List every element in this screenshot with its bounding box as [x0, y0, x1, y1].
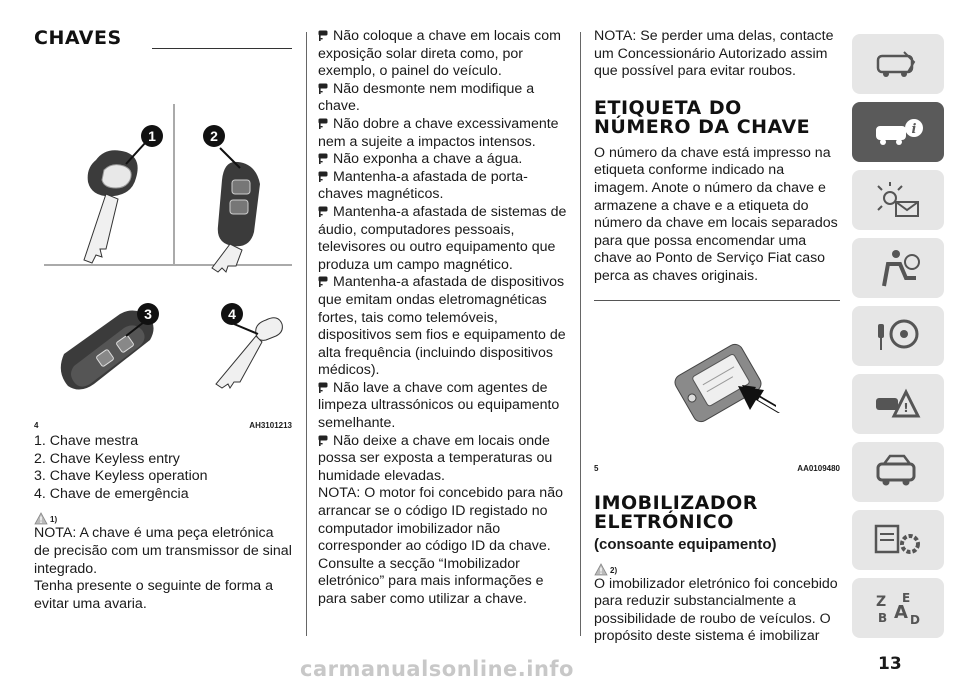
- immobilizer-text: O imobilizador eletrónico foi concebido para reduzir substancialmente a possibilidade de roubo de veículos. O propósito deste sistema é imobilizar: [594, 575, 838, 645]
- key-list-item: 4. Chave de emergência: [34, 485, 189, 502]
- key-bullet-icon: [318, 435, 328, 446]
- key-bullet-icon: [318, 83, 328, 94]
- immobilizer-subtitle: (consoante equipamento): [594, 535, 777, 553]
- figure-caption-row: [34, 421, 292, 433]
- svg-text:E: E: [902, 591, 911, 605]
- key-bullet-icon: [318, 382, 328, 393]
- chapter-tab[interactable]: [852, 34, 944, 94]
- precaution-list: [318, 28, 568, 485]
- master-key-drawing: [84, 150, 138, 263]
- precaution-item: [318, 274, 568, 380]
- figure-number: 5: [594, 463, 599, 473]
- paragraph: Tenha presente o seguinte de forma a evitar uma avaria.: [34, 578, 273, 612]
- precaution-text: Não lave a chave com agentes de limpeza ultrassónicos ou equipamento semelhante.: [318, 379, 560, 432]
- key-tag-illustration: [594, 301, 840, 459]
- precaution-text: Não dobre a chave excessivamente nem a sujeite a impactos intensos.: [318, 115, 559, 150]
- column-keys: [34, 28, 292, 613]
- title-rule: [152, 48, 292, 49]
- column-divider: [580, 32, 581, 636]
- warning-lights-message-icon: [868, 178, 928, 222]
- svg-text:i: i: [911, 122, 917, 137]
- precaution-text: Mantenha-a afastada de dispositivos que emitam ondas eletromagnéticas fortes, tais como telemóveis, dispositivos sem fios e equipamento de alta frequência (incluindo dispositivos médicos).: [318, 274, 566, 379]
- svg-text:B: B: [878, 611, 888, 625]
- key-number-text: O número da chave está impresso na etiqueta conforme indicado na imagem. Anote o número da chave e armazene a chave e a etiqueta do número da chave em locais separados para que possa encomendar uma chave ao Ponto de Serviço Fiat caso perca as chaves originais.: [594, 144, 838, 284]
- chapter-tab[interactable]: [852, 170, 944, 230]
- paragraph: NOTA: A chave é uma peça eletrónica de precisão com um transmissor de sinal integrado.: [34, 525, 292, 577]
- page-number: 13: [878, 654, 902, 674]
- precaution-item: [318, 116, 568, 151]
- car-service-icon: [868, 450, 928, 494]
- precaution-item: [318, 28, 568, 81]
- key-bullet-icon: [318, 153, 328, 164]
- warning-reference: [34, 505, 292, 525]
- chapter-tab[interactable]: [852, 306, 944, 366]
- keys-illustration: [34, 54, 292, 416]
- specifications-gear-icon: [868, 518, 928, 562]
- keyless-entry-key-drawing: [212, 162, 260, 272]
- chapter-tab[interactable]: [852, 374, 944, 434]
- precaution-text: Não exponha a chave a água.: [333, 151, 523, 168]
- note-engine: NOTA: O motor foi concebido para não arrancar se o código ID registado no computador imobilizador não corresponder ao código ID da chave. Consulte a secção “Imobilizador eletrónico” para mais informações e para saber como utilizar a chave.: [318, 485, 563, 607]
- figure-code: AH3101213: [249, 421, 292, 430]
- section-title-immobilizer: IMOBILIZADOR ELETRÓNICO: [594, 491, 758, 533]
- warning-reference: [594, 556, 840, 576]
- watermark: carmanualsonline.info: [300, 657, 574, 681]
- precaution-item: [318, 204, 568, 274]
- section-title-chaves: CHAVES: [34, 27, 122, 49]
- warning-ref-number: 2): [610, 565, 618, 575]
- key-steering-wheel-icon: [868, 314, 928, 358]
- key-bullet-icon: [318, 276, 328, 287]
- section-title-key-number: ETIQUETA DO NÚMERO DA CHAVE: [594, 96, 811, 138]
- column-divider: [306, 32, 307, 636]
- column-precautions: [318, 28, 568, 609]
- precaution-item: [318, 433, 568, 486]
- column-key-number: [594, 28, 840, 646]
- car-dashboard-icon: [868, 42, 928, 86]
- key-bullet-icon: [318, 30, 328, 41]
- key-bullet-icon: [318, 118, 328, 129]
- keyless-operation-key-drawing: [61, 310, 154, 389]
- precaution-item: [318, 380, 568, 433]
- emergency-key-drawing: [216, 318, 282, 388]
- svg-text:A: A: [894, 602, 908, 623]
- chapter-tabs-sidebar: [852, 34, 944, 646]
- breakdown-triangle-icon: [868, 382, 928, 426]
- warning-ref-number: 1): [50, 515, 58, 525]
- chapter-tab[interactable]: [852, 238, 944, 298]
- precaution-text: Não coloque a chave em locais com exposição solar direta como, por exemplo, o painel do veículo.: [318, 28, 561, 80]
- car-info-icon: [868, 110, 928, 154]
- airbag-seat-icon: [868, 246, 928, 290]
- figure-code: AA0109480: [797, 463, 840, 473]
- precaution-text: Mantenha-a afastada de porta-chaves magnéticos.: [318, 168, 528, 203]
- svg-text:Z: Z: [876, 594, 887, 610]
- precaution-item: [318, 81, 568, 116]
- chapter-tab[interactable]: [852, 442, 944, 502]
- chapter-tab[interactable]: [852, 102, 944, 162]
- key-bullet-icon: [318, 171, 328, 182]
- callout-1: 1: [148, 128, 156, 144]
- chapter-tab[interactable]: [852, 510, 944, 570]
- figure-keys: [34, 54, 292, 433]
- warning-triangle-icon: [594, 563, 608, 576]
- callout-4: 4: [228, 306, 236, 322]
- callout-2: 2: [210, 128, 218, 144]
- callout-3: 3: [144, 306, 152, 322]
- key-list-item: 1. Chave mestra: [34, 433, 139, 449]
- key-list-item: 3. Chave Keyless operation: [34, 468, 208, 485]
- figure-number: 4: [34, 421, 39, 430]
- svg-text:!: !: [903, 401, 909, 415]
- key-list-item: 2. Chave Keyless entry: [34, 450, 180, 467]
- precaution-text: Não desmonte nem modifique a chave.: [318, 80, 535, 115]
- svg-text:D: D: [910, 613, 920, 627]
- precaution-item: [318, 169, 568, 204]
- chapter-tab[interactable]: [852, 578, 944, 638]
- figure-key-tag: [594, 300, 840, 476]
- section-title-bar: [34, 28, 292, 54]
- key-list: [34, 433, 292, 503]
- warning-triangle-icon: [34, 512, 48, 525]
- precaution-text: Mantenha-a afastada de sistemas de áudio, computadores pessoais, televisores ou outro equipamento que produza um campo magnético.: [318, 203, 567, 273]
- alphabetical-index-icon: [868, 586, 928, 630]
- note-lost-key: NOTA: Se perder uma delas, contacte um Concessionário Autorizado assim que possível para evitar roubos.: [594, 28, 834, 80]
- precaution-text: Não deixe a chave em locais onde possa ser exposta a temperaturas ou humidade elevadas.: [318, 432, 553, 484]
- figure-caption-row: [594, 464, 840, 476]
- precaution-item: [318, 151, 568, 169]
- key-bullet-icon: [318, 206, 328, 217]
